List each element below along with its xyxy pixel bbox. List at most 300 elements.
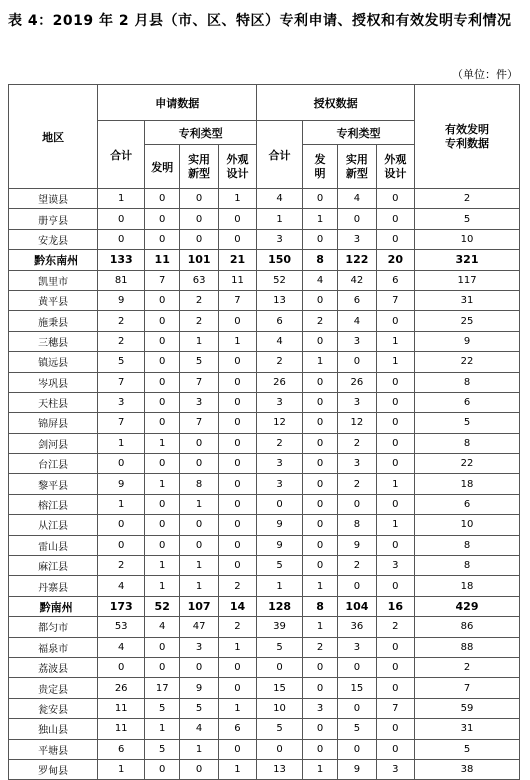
cell-grant-utility: 4 xyxy=(338,189,376,209)
table-row-subtotal xyxy=(9,250,520,270)
cell-apply-design: 2 xyxy=(218,576,256,596)
cell-apply-design: 2 xyxy=(218,617,256,637)
cell-valid-invention: 8 xyxy=(415,372,520,392)
cell-grant-design: 3 xyxy=(376,556,414,576)
cell-grant-design: 7 xyxy=(376,290,414,310)
cell-grant-invention: 1 xyxy=(302,352,337,372)
cell-apply-design: 1 xyxy=(218,637,256,657)
cell-valid-invention: 2 xyxy=(415,657,520,677)
cell-region: 剑河县 xyxy=(9,433,98,453)
cell-apply-design: 0 xyxy=(218,392,256,412)
cell-grant-utility: 0 xyxy=(338,494,376,514)
table-row xyxy=(9,229,520,249)
cell-valid-invention: 18 xyxy=(415,474,520,494)
cell-apply-total: 7 xyxy=(98,372,145,392)
cell-grant-total: 52 xyxy=(257,270,303,290)
cell-apply-total: 2 xyxy=(98,331,145,351)
cell-grant-utility: 0 xyxy=(338,739,376,759)
cell-grant-utility: 122 xyxy=(338,250,376,270)
cell-grant-utility: 3 xyxy=(338,331,376,351)
cell-apply-design: 0 xyxy=(218,311,256,331)
cell-apply-design: 21 xyxy=(218,250,256,270)
cell-grant-invention: 4 xyxy=(302,270,337,290)
cell-apply-total: 1 xyxy=(98,189,145,209)
table-row xyxy=(9,617,520,637)
cell-grant-invention: 1 xyxy=(302,576,337,596)
cell-grant-total: 6 xyxy=(257,311,303,331)
cell-apply-utility: 0 xyxy=(180,657,218,677)
table-header xyxy=(9,85,520,189)
cell-apply-design: 1 xyxy=(218,189,256,209)
cell-grant-total: 150 xyxy=(257,250,303,270)
cell-grant-design: 0 xyxy=(376,739,414,759)
cell-apply-utility: 0 xyxy=(180,229,218,249)
cell-grant-total: 0 xyxy=(257,739,303,759)
cell-apply-design: 14 xyxy=(218,596,256,616)
cell-apply-invention: 1 xyxy=(145,556,180,576)
cell-apply-invention: 0 xyxy=(145,209,180,229)
cell-grant-total: 4 xyxy=(257,189,303,209)
cell-apply-utility: 3 xyxy=(180,637,218,657)
cell-apply-utility: 5 xyxy=(180,698,218,718)
cell-apply-total: 5 xyxy=(98,352,145,372)
cell-grant-total: 3 xyxy=(257,474,303,494)
cell-region: 平塘县 xyxy=(9,739,98,759)
cell-grant-design: 2 xyxy=(376,617,414,637)
table-row xyxy=(9,454,520,474)
cell-apply-design: 0 xyxy=(218,433,256,453)
cell-apply-utility: 7 xyxy=(180,413,218,433)
table-row xyxy=(9,657,520,677)
cell-valid-invention: 86 xyxy=(415,617,520,637)
cell-apply-design: 6 xyxy=(218,719,256,739)
cell-grant-total: 3 xyxy=(257,392,303,412)
cell-apply-total: 11 xyxy=(98,698,145,718)
cell-apply-invention: 0 xyxy=(145,535,180,555)
cell-apply-design: 0 xyxy=(218,535,256,555)
cell-apply-invention: 0 xyxy=(145,454,180,474)
table-row xyxy=(9,392,520,412)
cell-apply-utility: 1 xyxy=(180,739,218,759)
cell-apply-invention: 4 xyxy=(145,617,180,637)
cell-apply-design: 1 xyxy=(218,759,256,779)
header-apply-total: 合计 xyxy=(98,121,145,189)
header-region: 地区 xyxy=(9,85,98,189)
cell-region: 雷山县 xyxy=(9,535,98,555)
cell-apply-total: 9 xyxy=(98,474,145,494)
cell-grant-invention: 0 xyxy=(302,331,337,351)
cell-region: 独山县 xyxy=(9,719,98,739)
cell-apply-design: 0 xyxy=(218,413,256,433)
table-row xyxy=(9,413,520,433)
cell-region: 荔波县 xyxy=(9,657,98,677)
cell-valid-invention: 6 xyxy=(415,494,520,514)
cell-apply-design: 1 xyxy=(218,698,256,718)
cell-apply-total: 1 xyxy=(98,433,145,453)
cell-grant-total: 3 xyxy=(257,229,303,249)
cell-grant-utility: 9 xyxy=(338,535,376,555)
cell-apply-utility: 1 xyxy=(180,576,218,596)
cell-apply-invention: 1 xyxy=(145,474,180,494)
cell-region: 黔南州 xyxy=(9,596,98,616)
cell-grant-utility: 6 xyxy=(338,290,376,310)
cell-grant-invention: 0 xyxy=(302,515,337,535)
cell-apply-utility: 9 xyxy=(180,678,218,698)
cell-apply-total: 53 xyxy=(98,617,145,637)
cell-apply-total: 4 xyxy=(98,576,145,596)
table-row xyxy=(9,719,520,739)
cell-grant-design: 0 xyxy=(376,209,414,229)
cell-apply-invention: 52 xyxy=(145,596,180,616)
cell-apply-invention: 7 xyxy=(145,270,180,290)
cell-grant-total: 1 xyxy=(257,209,303,229)
cell-grant-utility: 2 xyxy=(338,433,376,453)
cell-apply-utility: 0 xyxy=(180,515,218,535)
cell-valid-invention: 5 xyxy=(415,209,520,229)
table-row xyxy=(9,637,520,657)
cell-apply-total: 11 xyxy=(98,719,145,739)
cell-apply-total: 26 xyxy=(98,678,145,698)
cell-grant-total: 12 xyxy=(257,413,303,433)
cell-region: 黎平县 xyxy=(9,474,98,494)
cell-valid-invention: 8 xyxy=(415,556,520,576)
cell-valid-invention: 18 xyxy=(415,576,520,596)
cell-valid-invention: 22 xyxy=(415,454,520,474)
cell-grant-design: 0 xyxy=(376,311,414,331)
cell-region: 望谟县 xyxy=(9,189,98,209)
cell-region: 册亨县 xyxy=(9,209,98,229)
cell-region: 锦屏县 xyxy=(9,413,98,433)
cell-valid-invention: 38 xyxy=(415,759,520,779)
cell-grant-total: 9 xyxy=(257,535,303,555)
cell-apply-total: 4 xyxy=(98,637,145,657)
cell-grant-utility: 0 xyxy=(338,576,376,596)
cell-grant-utility: 2 xyxy=(338,556,376,576)
cell-grant-design: 0 xyxy=(376,392,414,412)
cell-region: 台江县 xyxy=(9,454,98,474)
cell-region: 黔东南州 xyxy=(9,250,98,270)
cell-grant-invention: 0 xyxy=(302,556,337,576)
cell-valid-invention: 321 xyxy=(415,250,520,270)
header-grant-invention: 发明 xyxy=(302,145,337,189)
cell-region: 黄平县 xyxy=(9,290,98,310)
cell-grant-total: 39 xyxy=(257,617,303,637)
cell-grant-total: 5 xyxy=(257,556,303,576)
cell-apply-invention: 1 xyxy=(145,576,180,596)
cell-grant-design: 0 xyxy=(376,372,414,392)
cell-grant-utility: 26 xyxy=(338,372,376,392)
cell-valid-invention: 10 xyxy=(415,229,520,249)
cell-valid-invention: 7 xyxy=(415,678,520,698)
cell-apply-total: 9 xyxy=(98,290,145,310)
table-row xyxy=(9,331,520,351)
cell-grant-total: 4 xyxy=(257,331,303,351)
cell-apply-invention: 0 xyxy=(145,413,180,433)
cell-valid-invention: 25 xyxy=(415,311,520,331)
cell-apply-utility: 1 xyxy=(180,556,218,576)
cell-apply-total: 2 xyxy=(98,556,145,576)
cell-region: 都匀市 xyxy=(9,617,98,637)
cell-grant-design: 0 xyxy=(376,413,414,433)
cell-grant-invention: 0 xyxy=(302,719,337,739)
cell-grant-total: 1 xyxy=(257,576,303,596)
cell-grant-design: 6 xyxy=(376,270,414,290)
cell-grant-invention: 0 xyxy=(302,189,337,209)
cell-apply-total: 6 xyxy=(98,739,145,759)
header-apply-type: 专利类型 xyxy=(145,121,257,145)
table-body xyxy=(9,189,520,780)
cell-apply-utility: 63 xyxy=(180,270,218,290)
cell-grant-total: 13 xyxy=(257,290,303,310)
table-row xyxy=(9,270,520,290)
cell-region: 罗甸县 xyxy=(9,759,98,779)
cell-grant-invention: 8 xyxy=(302,250,337,270)
table-row xyxy=(9,311,520,331)
cell-grant-invention: 0 xyxy=(302,372,337,392)
cell-grant-utility: 2 xyxy=(338,474,376,494)
table-row xyxy=(9,433,520,453)
cell-valid-invention: 10 xyxy=(415,515,520,535)
cell-valid-invention: 429 xyxy=(415,596,520,616)
cell-grant-utility: 9 xyxy=(338,759,376,779)
header-grant-total: 合计 xyxy=(257,121,303,189)
cell-grant-design: 20 xyxy=(376,250,414,270)
cell-grant-design: 3 xyxy=(376,759,414,779)
cell-valid-invention: 8 xyxy=(415,433,520,453)
cell-apply-total: 0 xyxy=(98,454,145,474)
cell-apply-design: 0 xyxy=(218,494,256,514)
cell-grant-utility: 42 xyxy=(338,270,376,290)
cell-apply-invention: 0 xyxy=(145,311,180,331)
cell-apply-utility: 0 xyxy=(180,535,218,555)
cell-apply-design: 0 xyxy=(218,739,256,759)
cell-grant-total: 13 xyxy=(257,759,303,779)
cell-apply-utility: 0 xyxy=(180,759,218,779)
cell-grant-invention: 1 xyxy=(302,617,337,637)
cell-grant-invention: 3 xyxy=(302,698,337,718)
cell-grant-utility: 0 xyxy=(338,209,376,229)
cell-grant-total: 5 xyxy=(257,719,303,739)
cell-apply-utility: 5 xyxy=(180,352,218,372)
cell-apply-utility: 0 xyxy=(180,189,218,209)
cell-grant-invention: 0 xyxy=(302,229,337,249)
cell-grant-total: 5 xyxy=(257,637,303,657)
header-apply: 申请数据 xyxy=(98,85,257,121)
cell-grant-invention: 0 xyxy=(302,474,337,494)
cell-region: 岑巩县 xyxy=(9,372,98,392)
table-row xyxy=(9,678,520,698)
cell-apply-design: 0 xyxy=(218,209,256,229)
cell-valid-invention: 22 xyxy=(415,352,520,372)
table-row xyxy=(9,290,520,310)
header-apply-utility: 实用新型 xyxy=(180,145,218,189)
cell-apply-design: 0 xyxy=(218,454,256,474)
cell-apply-total: 81 xyxy=(98,270,145,290)
table-row xyxy=(9,759,520,779)
cell-grant-utility: 8 xyxy=(338,515,376,535)
cell-grant-utility: 5 xyxy=(338,719,376,739)
cell-valid-invention: 59 xyxy=(415,698,520,718)
cell-apply-total: 1 xyxy=(98,494,145,514)
cell-apply-total: 0 xyxy=(98,515,145,535)
cell-region: 麻江县 xyxy=(9,556,98,576)
table-row xyxy=(9,535,520,555)
cell-grant-utility: 3 xyxy=(338,454,376,474)
cell-grant-invention: 0 xyxy=(302,657,337,677)
cell-apply-invention: 0 xyxy=(145,392,180,412)
cell-apply-utility: 0 xyxy=(180,209,218,229)
cell-apply-invention: 5 xyxy=(145,698,180,718)
cell-grant-invention: 0 xyxy=(302,392,337,412)
cell-apply-design: 0 xyxy=(218,657,256,677)
cell-apply-total: 0 xyxy=(98,209,145,229)
cell-region: 镇远县 xyxy=(9,352,98,372)
cell-apply-invention: 0 xyxy=(145,372,180,392)
cell-region: 天柱县 xyxy=(9,392,98,412)
header-grant-utility: 实用新型 xyxy=(338,145,376,189)
cell-apply-invention: 0 xyxy=(145,189,180,209)
cell-region: 丹寨县 xyxy=(9,576,98,596)
cell-grant-utility: 0 xyxy=(338,698,376,718)
cell-apply-utility: 4 xyxy=(180,719,218,739)
cell-grant-total: 0 xyxy=(257,494,303,514)
cell-grant-utility: 36 xyxy=(338,617,376,637)
header-grant-type: 专利类型 xyxy=(302,121,414,145)
cell-valid-invention: 9 xyxy=(415,331,520,351)
cell-region: 施秉县 xyxy=(9,311,98,331)
cell-apply-invention: 0 xyxy=(145,229,180,249)
header-apply-design: 外观设计 xyxy=(218,145,256,189)
cell-apply-invention: 1 xyxy=(145,719,180,739)
cell-apply-utility: 0 xyxy=(180,454,218,474)
cell-apply-total: 1 xyxy=(98,759,145,779)
cell-grant-invention: 0 xyxy=(302,678,337,698)
table-row xyxy=(9,209,520,229)
cell-grant-utility: 0 xyxy=(338,657,376,677)
cell-grant-design: 0 xyxy=(376,576,414,596)
cell-valid-invention: 8 xyxy=(415,535,520,555)
cell-grant-invention: 0 xyxy=(302,290,337,310)
header-apply-invention: 发明 xyxy=(145,145,180,189)
cell-grant-invention: 0 xyxy=(302,413,337,433)
cell-valid-invention: 88 xyxy=(415,637,520,657)
cell-apply-total: 0 xyxy=(98,657,145,677)
cell-valid-invention: 6 xyxy=(415,392,520,412)
cell-apply-total: 3 xyxy=(98,392,145,412)
cell-region: 从江县 xyxy=(9,515,98,535)
cell-grant-design: 0 xyxy=(376,454,414,474)
table-row xyxy=(9,372,520,392)
cell-apply-utility: 101 xyxy=(180,250,218,270)
cell-grant-utility: 12 xyxy=(338,413,376,433)
cell-apply-utility: 3 xyxy=(180,392,218,412)
cell-apply-design: 7 xyxy=(218,290,256,310)
document-title: 表 4：2019 年 2 月县（市、区、特区）专利申请、授权和有效发明专利情况 xyxy=(8,13,512,29)
cell-grant-utility: 3 xyxy=(338,229,376,249)
cell-grant-design: 0 xyxy=(376,535,414,555)
cell-apply-design: 11 xyxy=(218,270,256,290)
cell-grant-design: 0 xyxy=(376,719,414,739)
cell-grant-total: 2 xyxy=(257,433,303,453)
cell-grant-invention: 0 xyxy=(302,739,337,759)
cell-apply-utility: 107 xyxy=(180,596,218,616)
cell-grant-invention: 0 xyxy=(302,454,337,474)
cell-grant-design: 0 xyxy=(376,229,414,249)
cell-apply-total: 173 xyxy=(98,596,145,616)
cell-grant-total: 10 xyxy=(257,698,303,718)
cell-grant-total: 9 xyxy=(257,515,303,535)
cell-grant-invention: 2 xyxy=(302,637,337,657)
cell-apply-design: 0 xyxy=(218,229,256,249)
cell-region: 安龙县 xyxy=(9,229,98,249)
cell-apply-utility: 8 xyxy=(180,474,218,494)
unit-label: （单位：件） xyxy=(452,68,518,81)
cell-region: 贵定县 xyxy=(9,678,98,698)
cell-apply-invention: 0 xyxy=(145,290,180,310)
table-row xyxy=(9,352,520,372)
cell-grant-invention: 0 xyxy=(302,535,337,555)
cell-grant-utility: 3 xyxy=(338,637,376,657)
cell-apply-invention: 0 xyxy=(145,637,180,657)
cell-grant-utility: 104 xyxy=(338,596,376,616)
cell-grant-design: 0 xyxy=(376,637,414,657)
cell-valid-invention: 31 xyxy=(415,290,520,310)
cell-apply-invention: 0 xyxy=(145,331,180,351)
cell-grant-design: 0 xyxy=(376,433,414,453)
cell-apply-design: 0 xyxy=(218,678,256,698)
table-row xyxy=(9,189,520,209)
cell-apply-utility: 1 xyxy=(180,494,218,514)
cell-valid-invention: 117 xyxy=(415,270,520,290)
cell-apply-utility: 1 xyxy=(180,331,218,351)
cell-apply-invention: 0 xyxy=(145,494,180,514)
patent-table xyxy=(8,84,520,780)
cell-apply-invention: 5 xyxy=(145,739,180,759)
cell-apply-utility: 2 xyxy=(180,290,218,310)
table-row xyxy=(9,494,520,514)
cell-apply-total: 133 xyxy=(98,250,145,270)
cell-grant-total: 0 xyxy=(257,657,303,677)
header-grant: 授权数据 xyxy=(257,85,415,121)
cell-apply-design: 0 xyxy=(218,352,256,372)
cell-grant-design: 0 xyxy=(376,494,414,514)
cell-valid-invention: 31 xyxy=(415,719,520,739)
cell-apply-invention: 1 xyxy=(145,433,180,453)
cell-apply-utility: 7 xyxy=(180,372,218,392)
cell-apply-invention: 0 xyxy=(145,657,180,677)
cell-grant-design: 1 xyxy=(376,331,414,351)
cell-grant-invention: 0 xyxy=(302,494,337,514)
header-grant-design: 外观设计 xyxy=(376,145,414,189)
cell-grant-design: 0 xyxy=(376,657,414,677)
cell-region: 榕江县 xyxy=(9,494,98,514)
cell-grant-invention: 1 xyxy=(302,759,337,779)
cell-apply-invention: 0 xyxy=(145,352,180,372)
cell-region: 凯里市 xyxy=(9,270,98,290)
table-row xyxy=(9,556,520,576)
cell-grant-design: 7 xyxy=(376,698,414,718)
table-row xyxy=(9,576,520,596)
table-row xyxy=(9,474,520,494)
cell-grant-invention: 0 xyxy=(302,433,337,453)
cell-apply-invention: 0 xyxy=(145,759,180,779)
cell-region: 瓮安县 xyxy=(9,698,98,718)
cell-apply-design: 0 xyxy=(218,474,256,494)
cell-region: 福泉市 xyxy=(9,637,98,657)
cell-grant-total: 3 xyxy=(257,454,303,474)
cell-grant-total: 26 xyxy=(257,372,303,392)
cell-apply-design: 0 xyxy=(218,372,256,392)
